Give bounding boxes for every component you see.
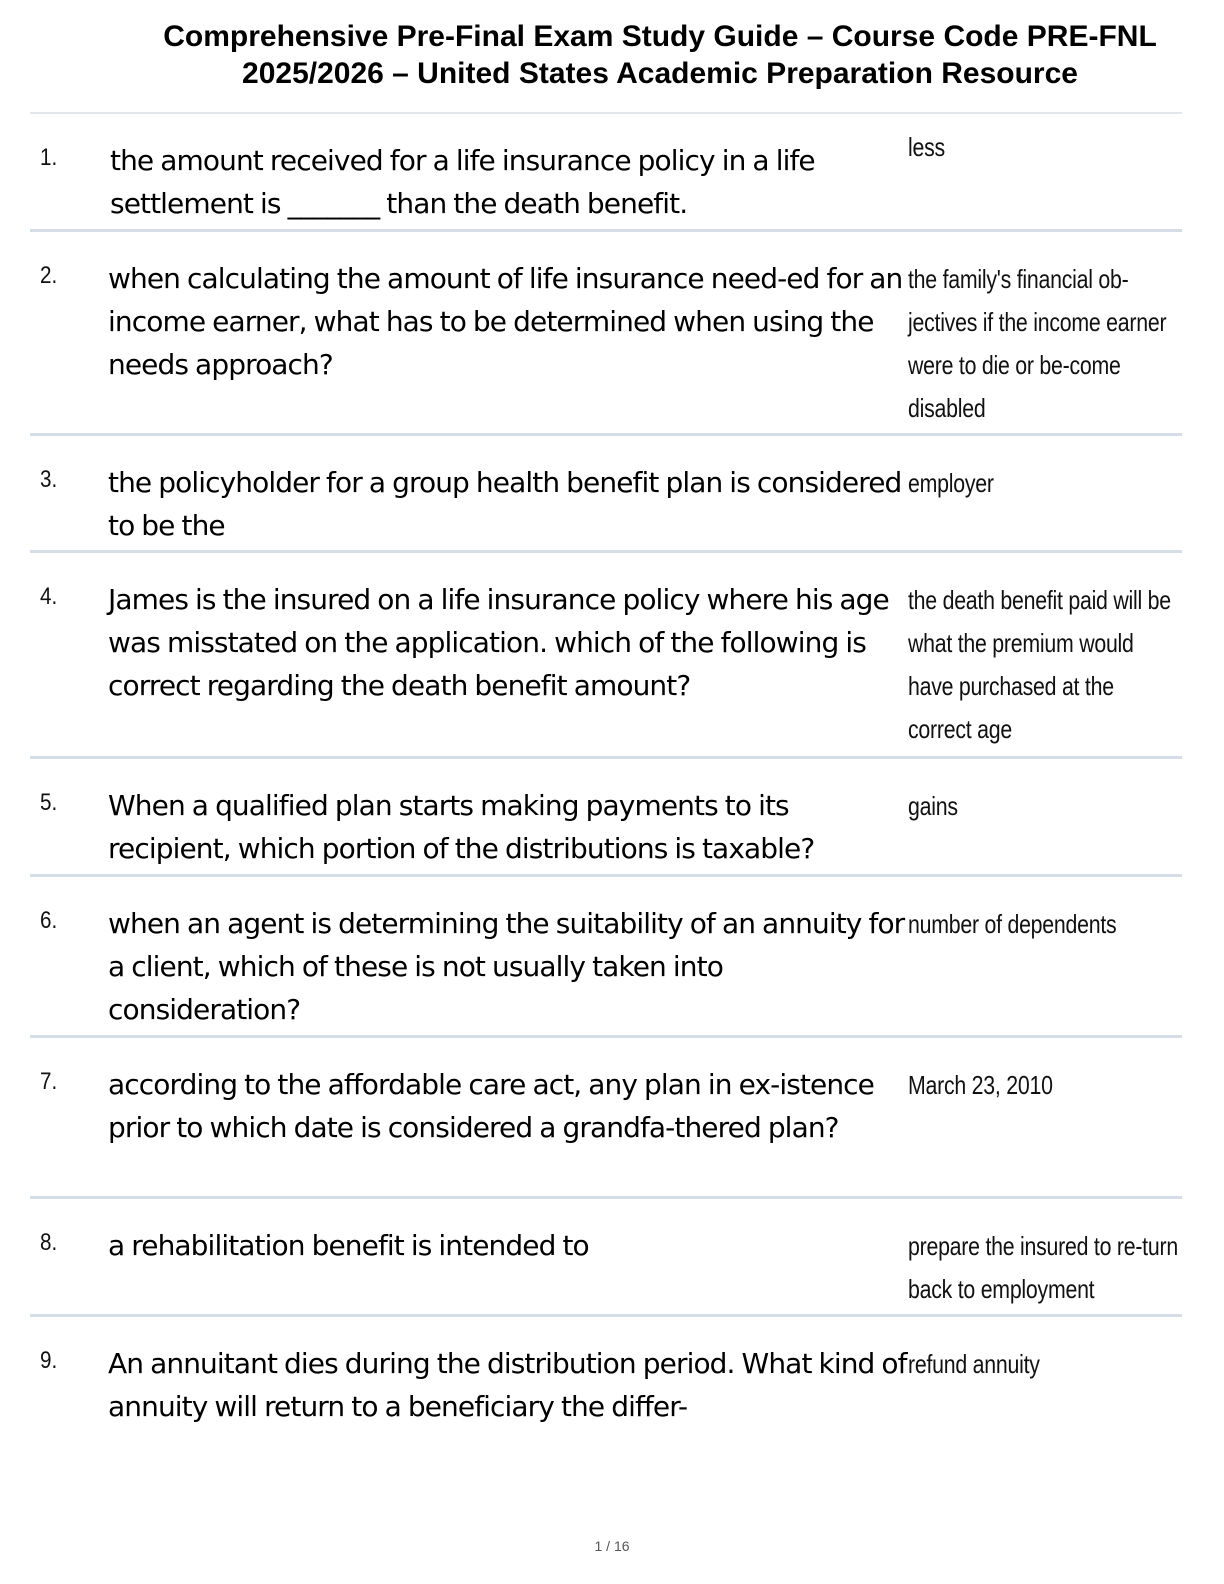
question-text: according to the affordable care act, any plan in ex-istence prior to which date is considered a grandfa-thered plan?: [108, 1068, 874, 1144]
item-number: 7.: [40, 1068, 58, 1095]
question-text: An annuitant dies during the distribution period. What kind of annuity will return to a beneficiary the differ-: [108, 1347, 907, 1423]
answer-text: number of dependents: [908, 909, 1117, 939]
question-text: When a qualified plan starts making payments to its recipient, which portion of the distributions is taxable?: [108, 789, 815, 865]
item-number: 9.: [40, 1347, 58, 1374]
question-text: a rehabilitation benefit is intended to: [108, 1229, 589, 1262]
question-text: James is the insured on a life insurance policy where his age was misstated on the application. which of the following is correct regarding the death benefit amount?: [108, 583, 889, 702]
answer-text: the family's financial ob-jectives if the income earner were to die or be-come disabled: [908, 264, 1167, 423]
list-item: [30, 1038, 1182, 1199]
list-item: [30, 759, 1182, 877]
item-number: 3.: [40, 466, 58, 493]
question-answer-list: [30, 114, 1182, 1437]
question-text: when calculating the amount of life insurance need-ed for an income earner, what has to be determined when using the needs approach?: [108, 262, 903, 381]
question-text: the policyholder for a group health benefit plan is considered to be the: [108, 466, 902, 542]
item-number: 5.: [40, 789, 58, 816]
answer-text: less: [908, 132, 945, 162]
question-text: when an agent is determining the suitability of an annuity for a client, which of these is not usually taken into consideration?: [108, 907, 905, 1026]
answer-text: employer: [908, 468, 994, 498]
item-number: 1.: [40, 144, 58, 171]
list-item: [30, 114, 1182, 232]
list-item: [30, 553, 1182, 759]
list-item: [30, 436, 1182, 553]
question-text: the amount received for a life insurance policy in a life settlement is _______ than the death benefit.: [110, 144, 815, 220]
item-number: 4.: [40, 583, 58, 610]
answer-text: refund annuity: [908, 1349, 1040, 1379]
item-number: 6.: [40, 907, 58, 934]
list-item: [30, 232, 1182, 436]
answer-text: March 23, 2010: [908, 1070, 1053, 1100]
list-item: [30, 877, 1182, 1038]
list-item: [30, 1317, 1182, 1437]
list-item: [30, 1199, 1182, 1317]
item-number: 8.: [40, 1229, 58, 1256]
answer-text: gains: [908, 791, 958, 821]
item-number: 2.: [40, 262, 58, 289]
page-title: Comprehensive Pre-Final Exam Study Guide – Course Code PRE-FNL 2025/2026 – United States Academic Preparation Resource: [163, 20, 1157, 90]
page-number: 1 / 16: [594, 1538, 630, 1554]
answer-text: the death benefit paid will be what the premium would have purchased at the correct age: [908, 585, 1171, 744]
answer-text: prepare the insured to re-turn back to employment: [908, 1231, 1178, 1304]
